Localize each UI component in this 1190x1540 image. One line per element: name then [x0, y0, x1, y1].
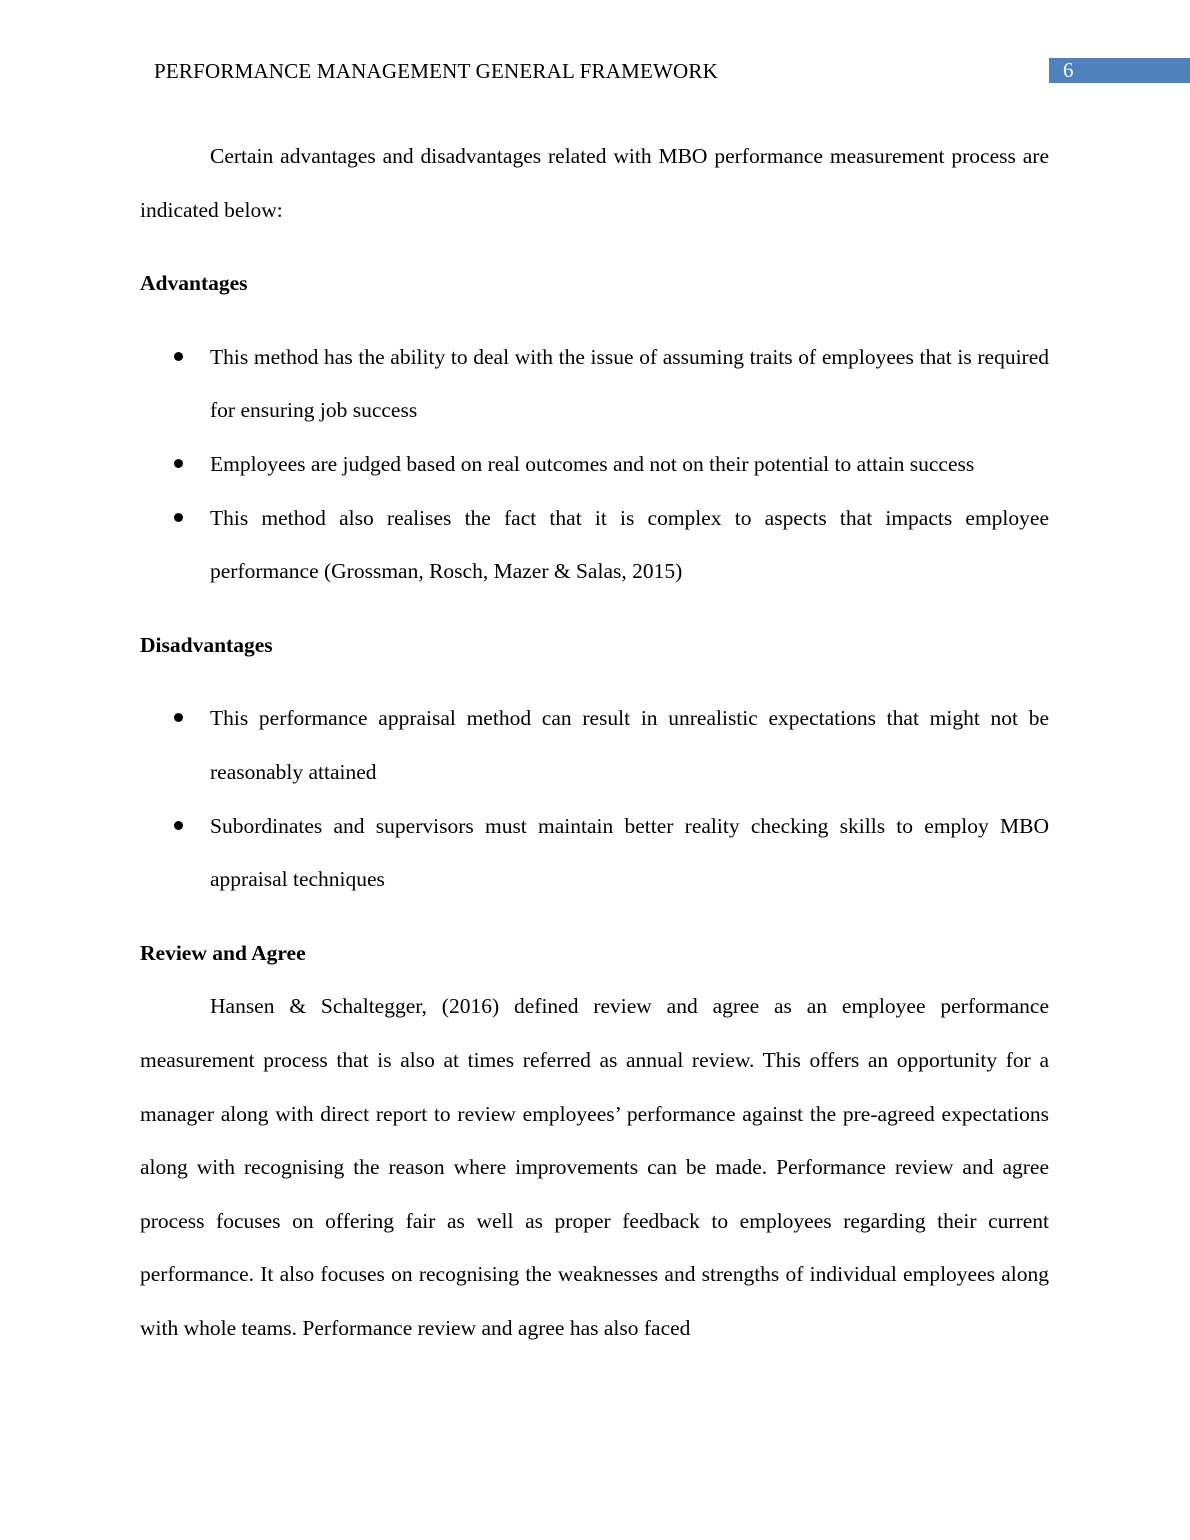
disadvantages-heading: Disadvantages — [140, 632, 273, 657]
page-number: 6 — [1049, 58, 1190, 83]
bullet-icon — [174, 459, 183, 468]
disadvantages-list — [140, 692, 1049, 906]
list-item-text: Subordinates and supervisors must maintain better reality checking skills to employ MBO appraisal techniques — [210, 813, 1049, 892]
list-item — [140, 692, 1049, 799]
advantages-list — [140, 331, 1049, 599]
list-item-text: This method has the ability to deal with the issue of assuming traits of employees that is required for ensuring job success — [210, 344, 1049, 423]
list-item-text: This method also realises the fact that it is complex to aspects that impacts employee performance (Grossman, Rosch, Mazer & Salas, 2015) — [210, 505, 1049, 584]
advantages-heading: Advantages — [140, 271, 248, 296]
list-item-text: Employees are judged based on real outcomes and not on their potential to attain success — [210, 451, 975, 476]
bullet-icon — [174, 513, 183, 522]
review-heading: Review and Agree — [140, 940, 306, 965]
bullet-icon — [174, 713, 183, 722]
running-header-title: PERFORMANCE MANAGEMENT GENERAL FRAMEWORK — [154, 59, 718, 83]
list-item — [140, 492, 1049, 599]
review-paragraph: Hansen & Schaltegger, (2016) defined review and agree as an employee performance measurement process that is also at times referred as annual review. This offers an opportunity for a manager along with direct report to review employees’ performance against the pre-agreed expectations along with recognising the reason where improvements can be made. Performance review and agree process focuses on offering fair as well as proper feedback to employees regarding their current performance. It also focuses on recognising the weaknesses and strengths of individual employees along with whole teams. Performance review and agree has also faced — [140, 994, 1049, 1340]
list-item — [140, 800, 1049, 907]
intro-paragraph: Certain advantages and disadvantages related with MBO performance measurement process are indicated below: — [140, 144, 1049, 222]
list-item — [140, 331, 1049, 438]
bullet-icon — [174, 821, 183, 830]
list-item-text: This performance appraisal method can result in unrealistic expectations that might not be reasonably attained — [210, 706, 1049, 784]
document-body — [140, 130, 1049, 1355]
bullet-icon — [174, 352, 183, 361]
list-item — [140, 438, 1049, 492]
